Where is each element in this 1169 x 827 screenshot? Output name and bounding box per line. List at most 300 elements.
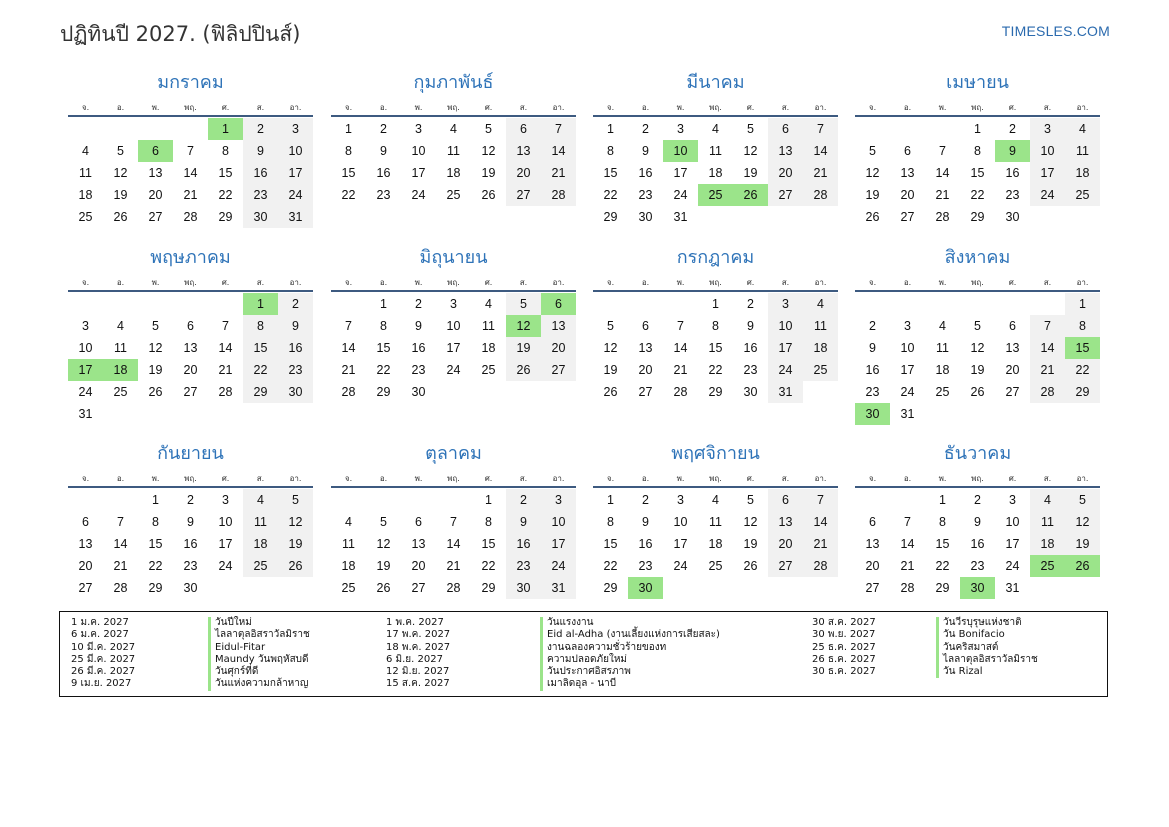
day-cell: 20 (506, 162, 541, 184)
day-cell: 25 (708, 559, 723, 573)
day-cell: 31 (900, 407, 915, 421)
weekday-label: ศ. (1008, 103, 1017, 112)
day-cell: 21 (183, 188, 198, 202)
day-cell: 25 (446, 188, 461, 202)
day-cell: 11 (447, 144, 460, 158)
day-cell: 14 (935, 166, 950, 180)
day-cell: 14 (341, 341, 356, 355)
weekday-label: ส. (781, 278, 790, 287)
day-cell: 24 (673, 559, 688, 573)
day-cell: 15 (708, 341, 723, 355)
holiday-name: ไลลาตุลอิสราวัลมิราช (936, 654, 1038, 666)
month-3 (593, 72, 838, 257)
day-cell: 13 (768, 511, 803, 533)
weekday-label: อ. (379, 278, 388, 287)
day-cell: 19 (481, 166, 496, 180)
weekday-label: พ. (414, 278, 423, 287)
holiday-date: 17 พ.ค. 2027 (386, 629, 451, 641)
month-title: กุมภาพันธ์ (413, 72, 494, 93)
day-cell: 6 (187, 319, 194, 333)
day-cell: 10 (900, 341, 915, 355)
day-cell: 8 (974, 144, 981, 158)
month-title: มิถุนายน (419, 247, 488, 268)
day-cell: 17 (768, 337, 803, 359)
weekday-label: ส. (781, 103, 790, 112)
holiday-date: 26 ธ.ค. 2027 (812, 653, 876, 665)
day-cell: 26 (376, 581, 391, 595)
day-cell: 30 (628, 577, 663, 599)
month-7 (593, 247, 838, 432)
day-cell: 8 (152, 515, 159, 529)
weekday-label: ส. (256, 103, 265, 112)
day-cell: 18 (1065, 162, 1100, 184)
weekday-label: อ. (641, 278, 650, 287)
day-cell: 5 (974, 319, 981, 333)
day-cell: 22 (708, 363, 723, 377)
day-cell: 5 (152, 319, 159, 333)
day-cell: 24 (411, 188, 426, 202)
weekday-label: พฤ. (447, 474, 460, 483)
weekday-label: พ. (676, 278, 685, 287)
month-8 (855, 247, 1100, 432)
day-cell: 25 (1065, 184, 1100, 206)
day-cell: 5 (747, 493, 754, 507)
day-cell: 21 (341, 363, 356, 377)
day-cell: 25 (243, 555, 278, 577)
day-cell: 14 (218, 341, 233, 355)
day-cell: 7 (677, 319, 684, 333)
day-cell: 10 (78, 341, 93, 355)
day-cell: 31 (278, 206, 313, 228)
day-cell: 9 (995, 140, 1030, 162)
day-cell: 3 (677, 122, 684, 136)
day-cell: 2 (642, 493, 649, 507)
day-cell: 21 (1030, 359, 1065, 381)
holiday-date: 25 มี.ค. 2027 (71, 653, 136, 665)
day-cell: 16 (970, 537, 985, 551)
day-cell: 1 (380, 297, 387, 311)
day-cell: 20 (1005, 363, 1020, 377)
day-cell: 6 (768, 489, 803, 511)
day-cell: 17 (1030, 162, 1065, 184)
weekday-label: อา. (1076, 474, 1089, 483)
day-cell: 13 (638, 341, 653, 355)
header-rule (68, 290, 313, 292)
day-cell: 4 (803, 293, 838, 315)
day-cell: 15 (243, 337, 278, 359)
weekday-label: จ. (81, 103, 90, 112)
weekday-label: จ. (81, 474, 90, 483)
day-cell: 8 (712, 319, 719, 333)
header-rule (855, 115, 1100, 117)
weekday-label: พ. (938, 278, 947, 287)
day-cell: 12 (481, 144, 496, 158)
day-cell: 18 (78, 188, 93, 202)
weekday-label: อ. (641, 474, 650, 483)
day-cell: 25 (481, 363, 496, 377)
day-cell: 9 (243, 140, 278, 162)
holiday-date: 30 ธ.ค. 2027 (812, 666, 876, 678)
day-cell: 7 (803, 489, 838, 511)
day-cell: 19 (970, 363, 985, 377)
day-cell: 22 (970, 188, 985, 202)
holiday-name: Eidul-Fitar (208, 642, 310, 654)
day-cell: 20 (768, 533, 803, 555)
day-cell: 7 (541, 118, 576, 140)
day-cell: 21 (113, 559, 128, 573)
weekday-label: ศ. (1008, 278, 1017, 287)
day-cell: 26 (1065, 555, 1100, 577)
day-cell: 7 (222, 319, 229, 333)
day-cell: 12 (603, 341, 618, 355)
day-cell: 9 (380, 144, 387, 158)
day-cell: 23 (970, 559, 985, 573)
day-cell: 17 (411, 166, 426, 180)
day-cell: 22 (148, 559, 163, 573)
day-cell: 15 (603, 537, 618, 551)
day-cell: 10 (663, 140, 698, 162)
weekday-label: พฤ. (184, 474, 197, 483)
weekday-label: จ. (868, 103, 877, 112)
day-cell: 3 (415, 122, 422, 136)
day-cell: 3 (541, 489, 576, 511)
day-cell: 18 (708, 166, 723, 180)
day-cell: 27 (183, 385, 198, 399)
day-cell: 2 (1009, 122, 1016, 136)
day-cell: 19 (1065, 533, 1100, 555)
day-cell: 11 (243, 511, 278, 533)
day-cell: 4 (1065, 118, 1100, 140)
day-cell: 30 (411, 385, 426, 399)
day-cell: 20 (148, 188, 163, 202)
day-cell: 12 (743, 515, 758, 529)
weekday-label: พ. (151, 474, 160, 483)
brand-link[interactable]: TIMESLES.COM (1001, 23, 1110, 39)
day-cell: 16 (243, 162, 278, 184)
day-cell: 21 (935, 188, 950, 202)
day-cell: 28 (341, 385, 356, 399)
day-cell: 25 (698, 184, 733, 206)
day-cell: 25 (1030, 555, 1065, 577)
day-cell: 19 (278, 533, 313, 555)
day-cell: 2 (278, 293, 313, 315)
day-cell: 10 (673, 515, 688, 529)
day-cell: 19 (148, 363, 163, 377)
weekday-label: อ. (903, 103, 912, 112)
holiday-names-col-1 (208, 617, 310, 691)
day-cell: 14 (803, 511, 838, 533)
day-cell: 12 (970, 341, 985, 355)
day-cell: 12 (376, 537, 391, 551)
day-cell: 11 (709, 144, 722, 158)
day-cell: 18 (1030, 533, 1065, 555)
day-cell: 29 (1065, 381, 1100, 403)
day-cell: 13 (768, 140, 803, 162)
day-cell: 1 (243, 293, 278, 315)
day-cell: 6 (541, 293, 576, 315)
day-cell: 26 (278, 555, 313, 577)
day-cell: 10 (446, 319, 461, 333)
day-cell: 31 (78, 407, 93, 421)
day-cell: 22 (341, 188, 356, 202)
weekday-label: จ. (606, 103, 615, 112)
weekday-label: อ. (641, 103, 650, 112)
day-cell: 24 (78, 385, 93, 399)
holiday-date: 1 ม.ค. 2027 (71, 617, 129, 628)
day-cell: 10 (1030, 140, 1065, 162)
day-cell: 23 (865, 385, 880, 399)
weekday-label: พฤ. (971, 103, 984, 112)
day-cell: 22 (1065, 359, 1100, 381)
day-cell: 6 (138, 140, 173, 162)
day-cell: 19 (743, 166, 758, 180)
day-cell: 29 (481, 581, 496, 595)
weekday-label: อา. (552, 474, 565, 483)
holiday-date: 15 ส.ค. 2027 (386, 678, 450, 690)
weekday-label: ศ. (746, 103, 755, 112)
day-cell: 16 (411, 341, 426, 355)
holiday-name: วันประกาศอิสรภาพ (540, 666, 720, 678)
day-cell: 14 (446, 537, 461, 551)
day-cell: 24 (218, 559, 233, 573)
day-cell: 5 (869, 144, 876, 158)
day-cell: 8 (607, 144, 614, 158)
day-cell: 21 (446, 559, 461, 573)
day-cell: 8 (939, 515, 946, 529)
day-cell: 15 (148, 537, 163, 551)
day-cell: 8 (380, 319, 387, 333)
day-cell: 13 (411, 537, 426, 551)
day-cell: 12 (113, 166, 128, 180)
weekday-label: อา. (814, 278, 827, 287)
holiday-name: ความปลอดภัยใหม่ (540, 654, 720, 666)
day-cell: 6 (768, 118, 803, 140)
day-cell: 1 (712, 297, 719, 311)
day-cell: 4 (485, 297, 492, 311)
day-cell: 9 (415, 319, 422, 333)
day-cell: 12 (148, 341, 163, 355)
day-cell: 23 (183, 559, 198, 573)
day-cell: 8 (485, 515, 492, 529)
day-cell: 1 (939, 493, 946, 507)
day-cell: 5 (607, 319, 614, 333)
day-cell: 28 (900, 581, 915, 595)
weekday-label: จ. (868, 278, 877, 287)
day-cell: 16 (865, 363, 880, 377)
day-cell: 21 (900, 559, 915, 573)
holiday-name: วันแห่งความกล้าหาญ (208, 678, 310, 690)
day-cell: 19 (743, 537, 758, 551)
day-cell: 13 (78, 537, 93, 551)
day-cell: 2 (869, 319, 876, 333)
weekday-label: อา. (1076, 103, 1089, 112)
day-cell: 26 (603, 385, 618, 399)
day-cell: 15 (481, 537, 496, 551)
header-rule (68, 115, 313, 117)
day-cell: 23 (278, 359, 313, 381)
day-cell: 13 (1005, 341, 1020, 355)
day-cell: 11 (803, 315, 838, 337)
day-cell: 16 (638, 166, 653, 180)
holiday-name: วันศุกร์ที่ดี (208, 666, 310, 678)
weekday-label: ส. (1043, 474, 1052, 483)
day-cell: 10 (768, 315, 803, 337)
day-cell: 5 (380, 515, 387, 529)
day-cell: 12 (743, 144, 758, 158)
day-cell: 26 (481, 188, 496, 202)
holiday-dates-col-3 (812, 617, 876, 678)
day-cell: 11 (482, 319, 495, 333)
day-cell: 22 (376, 363, 391, 377)
weekday-label: ศ. (484, 103, 493, 112)
day-cell: 1 (974, 122, 981, 136)
day-cell: 20 (183, 363, 198, 377)
day-cell: 13 (865, 537, 880, 551)
day-cell: 5 (278, 489, 313, 511)
weekday-label: ศ. (746, 278, 755, 287)
weekday-label: ศ. (221, 474, 230, 483)
day-cell: 6 (415, 515, 422, 529)
header-rule (68, 486, 313, 488)
day-cell: 18 (243, 533, 278, 555)
day-cell: 2 (974, 493, 981, 507)
day-cell: 27 (78, 581, 93, 595)
month-title: กรกฎาคม (676, 247, 755, 268)
month-title: กันยายน (157, 443, 224, 464)
day-cell: 29 (970, 210, 985, 224)
day-cell: 19 (603, 363, 618, 377)
weekday-label: พฤ. (184, 103, 197, 112)
day-cell: 16 (183, 537, 198, 551)
day-cell: 17 (673, 537, 688, 551)
weekday-label: พ. (938, 103, 947, 112)
weekday-label: อ. (116, 474, 125, 483)
day-cell: 12 (865, 166, 880, 180)
day-cell: 29 (603, 581, 618, 595)
day-cell: 4 (712, 122, 719, 136)
day-cell: 17 (218, 537, 233, 551)
weekday-label: พฤ. (709, 474, 722, 483)
weekday-label: อ. (903, 278, 912, 287)
day-cell: 28 (541, 184, 576, 206)
day-cell: 30 (638, 210, 653, 224)
day-cell: 25 (803, 359, 838, 381)
holiday-name: ไลลาตุลอิสราวัลมิราช (208, 629, 310, 641)
day-cell: 11 (1065, 140, 1100, 162)
day-cell: 11 (79, 166, 92, 180)
day-cell: 21 (803, 162, 838, 184)
day-cell: 24 (446, 363, 461, 377)
day-cell: 15 (935, 537, 950, 551)
day-cell: 26 (733, 184, 768, 206)
day-cell: 4 (243, 489, 278, 511)
day-cell: 23 (638, 559, 653, 573)
day-cell: 19 (865, 188, 880, 202)
holiday-names-col-2 (540, 617, 720, 691)
holiday-name: วันคริสมาสต์ (936, 642, 1038, 654)
weekday-label: ส. (519, 474, 528, 483)
month-title: มีนาคม (686, 72, 745, 93)
header-rule (331, 486, 576, 488)
weekday-label: พฤ. (709, 103, 722, 112)
holiday-name: วันวีรบุรุษแห่งชาติ (936, 617, 1038, 629)
day-cell: 25 (113, 385, 128, 399)
weekday-label: อา. (814, 103, 827, 112)
day-cell: 6 (506, 118, 541, 140)
day-cell: 22 (218, 188, 233, 202)
month-4 (855, 72, 1100, 257)
day-cell: 5 (506, 293, 541, 315)
day-cell: 6 (642, 319, 649, 333)
day-cell: 23 (243, 184, 278, 206)
weekday-label: จ. (606, 474, 615, 483)
month-9 (68, 443, 313, 628)
day-cell: 27 (768, 555, 803, 577)
day-cell: 29 (603, 210, 618, 224)
day-cell: 26 (506, 359, 541, 381)
weekday-label: อา. (552, 278, 565, 287)
day-cell: 18 (341, 559, 356, 573)
day-cell: 13 (183, 341, 198, 355)
weekday-label: พ. (151, 278, 160, 287)
day-cell: 10 (278, 140, 313, 162)
holiday-date: 1 พ.ค. 2027 (386, 617, 444, 628)
day-cell: 17 (673, 166, 688, 180)
holiday-date: 6 มิ.ย. 2027 (386, 653, 443, 665)
weekday-label: อ. (379, 474, 388, 483)
weekday-label: อ. (116, 278, 125, 287)
day-cell: 27 (1005, 385, 1020, 399)
weekday-label: ส. (519, 278, 528, 287)
day-cell: 6 (82, 515, 89, 529)
day-cell: 2 (243, 118, 278, 140)
day-cell: 7 (803, 118, 838, 140)
month-10 (331, 443, 576, 628)
day-cell: 31 (673, 210, 688, 224)
holiday-date: 10 มี.ค. 2027 (71, 641, 136, 653)
day-cell: 28 (113, 581, 128, 595)
day-cell: 22 (603, 188, 618, 202)
holiday-name: วัน Rizal (936, 666, 1038, 678)
day-cell: 3 (82, 319, 89, 333)
day-cell: 19 (376, 559, 391, 573)
holiday-name: Maundy วันพฤหัสบดี (208, 654, 310, 666)
day-cell: 4 (450, 122, 457, 136)
day-cell: 10 (541, 511, 576, 533)
weekday-label: อา. (289, 474, 302, 483)
day-cell: 9 (747, 319, 754, 333)
day-cell: 24 (1005, 559, 1020, 573)
weekday-label: พ. (414, 103, 423, 112)
day-cell: 2 (747, 297, 754, 311)
day-cell: 14 (900, 537, 915, 551)
day-cell: 8 (1065, 315, 1100, 337)
day-cell: 14 (541, 140, 576, 162)
holiday-name: วันปีใหม่ (208, 617, 310, 629)
day-cell: 28 (803, 555, 838, 577)
day-cell: 14 (803, 140, 838, 162)
day-cell: 31 (768, 381, 803, 403)
holiday-date: 18 พ.ค. 2027 (386, 641, 451, 653)
day-cell: 28 (183, 210, 198, 224)
month-12 (855, 443, 1100, 628)
day-cell: 3 (278, 118, 313, 140)
day-cell: 21 (673, 363, 688, 377)
day-cell: 20 (78, 559, 93, 573)
weekday-label: อา. (289, 103, 302, 112)
day-cell: 1 (607, 122, 614, 136)
day-cell: 4 (345, 515, 352, 529)
